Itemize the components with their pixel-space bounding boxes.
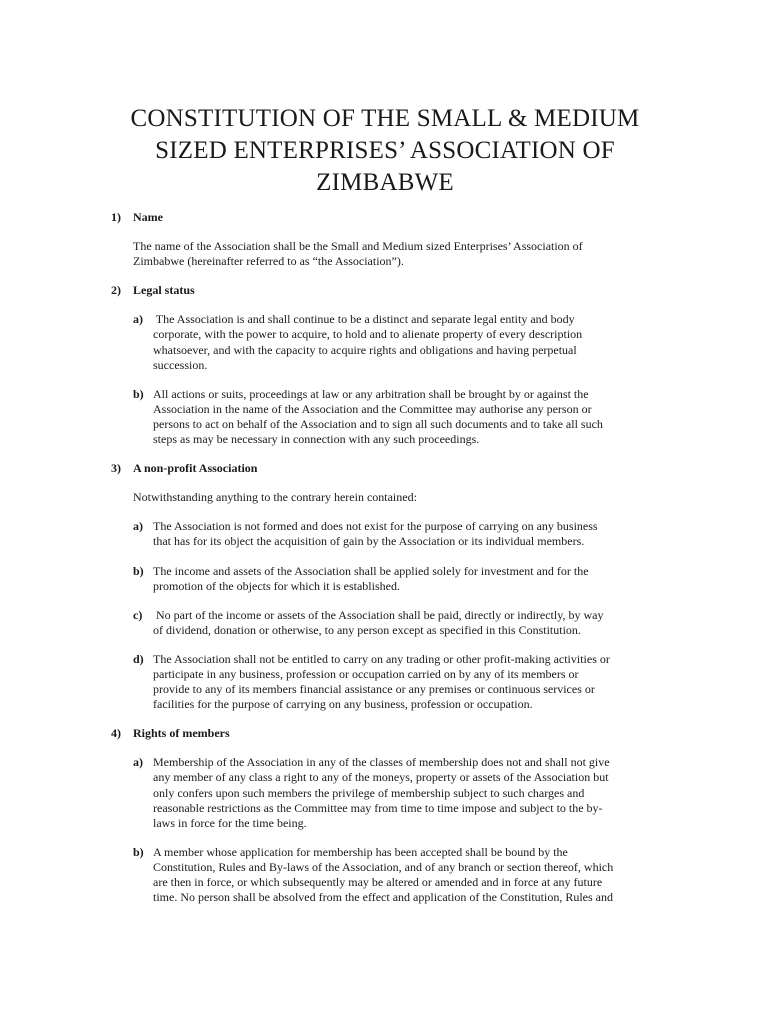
text-line: succession. — [153, 357, 208, 372]
item-text — [153, 845, 666, 905]
text-line: Constitution, Rules and By-laws of the Association, and of any branch or section thereof, which — [153, 859, 614, 874]
section-heading — [111, 210, 666, 225]
item-text — [153, 519, 666, 549]
item-text — [153, 312, 666, 372]
item-text — [153, 564, 666, 594]
text-line: whatsoever, and with the capacity to acquire rights and obligations and having perpetual — [153, 342, 577, 357]
item-label: b) — [133, 386, 144, 401]
item-text — [153, 652, 666, 712]
section-title: Name — [133, 210, 163, 224]
text-line: are then in force, or which subsequently may be altered or amended and in force at any future — [153, 875, 603, 889]
text-line: Zimbabwe (hereinafter referred to as “the Association”). — [133, 254, 404, 269]
item-label: b) — [133, 563, 144, 578]
section-paragraph — [133, 490, 666, 505]
title-line: CONSTITUTION OF THE SMALL & MEDIUM — [130, 105, 640, 132]
section-number: 2) — [111, 283, 121, 298]
text-line: any member of any class a right to any of the moneys, property or assets of the Association but — [153, 770, 609, 785]
section-title: Rights of members — [133, 726, 230, 741]
text-line: The Association is and shall continue to be a distinct and separate legal entity and body — [153, 312, 575, 327]
text-line: A member whose application for membership has been accepted shall be bound by the — [153, 844, 568, 859]
text-line: Association in the name of the Association and the Committee may authorise any person or — [153, 401, 592, 416]
text-line: promotion of the objects for which it is established. — [153, 578, 400, 593]
text-line: The name of the Association shall be the Small and Medium sized Enterprises’ Association of — [133, 239, 583, 254]
section-heading — [111, 461, 666, 476]
text-line: of dividend, donation or otherwise, to any person except as specified in this Constitution. — [153, 622, 581, 637]
section-title: Legal status — [133, 283, 195, 298]
text-line: laws in force for the time being. — [153, 815, 307, 830]
text-line: steps as may be necessary in connection with any such proceedings. — [153, 432, 480, 447]
title-line: SIZED ENTERPRISES’ ASSOCIATION OF — [155, 137, 615, 164]
item-text — [153, 387, 666, 447]
document-body — [111, 210, 666, 919]
section-heading — [111, 726, 666, 741]
text-line: facilities for the purpose of carrying on any business, profession or occupation. — [153, 697, 533, 712]
text-line: corporate, with the power to acquire, to hold and to alienate property of every description — [153, 327, 583, 342]
title-line: ZIMBABWE — [316, 169, 454, 196]
text-line: The income and assets of the Association shall be applied solely for investment and for the — [153, 563, 589, 578]
document-title — [120, 103, 650, 199]
text-line: Membership of the Association in any of the classes of membership does not and shall not give — [153, 755, 610, 770]
item-label: a) — [133, 519, 143, 534]
item-label: a) — [133, 312, 143, 327]
text-line: that has for its object the acquisition of gain by the Association or its individual members. — [153, 534, 585, 549]
text-line: participate in any business, profession or occupation carried on by any of its members or — [153, 666, 579, 681]
item-label: a) — [133, 755, 143, 770]
text-line: The Association is not formed and does not exist for the purpose of carrying on any business — [153, 519, 598, 534]
text-line: provide to any of its members financial assistance or any premises or continuous services or — [153, 682, 595, 697]
list-item — [133, 845, 666, 905]
text-line: No part of the income or assets of the Association shall be paid, directly or indirectly, by way — [153, 607, 604, 622]
item-text — [153, 755, 666, 830]
item-label: d) — [133, 651, 144, 666]
item-text — [153, 608, 666, 638]
item-label: b) — [133, 844, 144, 859]
list-item — [133, 387, 666, 447]
text-line: The Association shall not be entitled to carry on any trading or other profit-making activities or — [153, 651, 610, 666]
text-line: Notwithstanding anything to the contrary herein contained: — [133, 490, 417, 505]
text-line: only confers upon such members the privilege of membership subject to such charges and — [153, 785, 585, 800]
section-number: 3) — [111, 461, 121, 476]
list-item — [133, 312, 666, 372]
list-item — [133, 755, 666, 830]
section-heading — [111, 283, 666, 298]
list-item — [133, 564, 666, 594]
section-title: A non-profit Association — [133, 461, 258, 476]
list-item — [133, 608, 666, 638]
section-number: 1) — [111, 210, 121, 224]
item-label: c) — [133, 607, 143, 622]
text-line: All actions or suits, proceedings at law or any arbitration shall be brought by or against the — [153, 386, 589, 401]
section-paragraph — [133, 239, 666, 269]
list-item — [133, 652, 666, 712]
list-item — [133, 519, 666, 549]
text-line: time. No person shall be absolved from the effect and application of the Constitution, Rules and — [153, 890, 614, 905]
text-line: reasonable restrictions as the Committee may from time to time impose and subject to the by- — [153, 800, 603, 815]
text-line: persons to act on behalf of the Association and to sign all such documents and to take all such — [153, 416, 603, 431]
section-number: 4) — [111, 726, 121, 741]
